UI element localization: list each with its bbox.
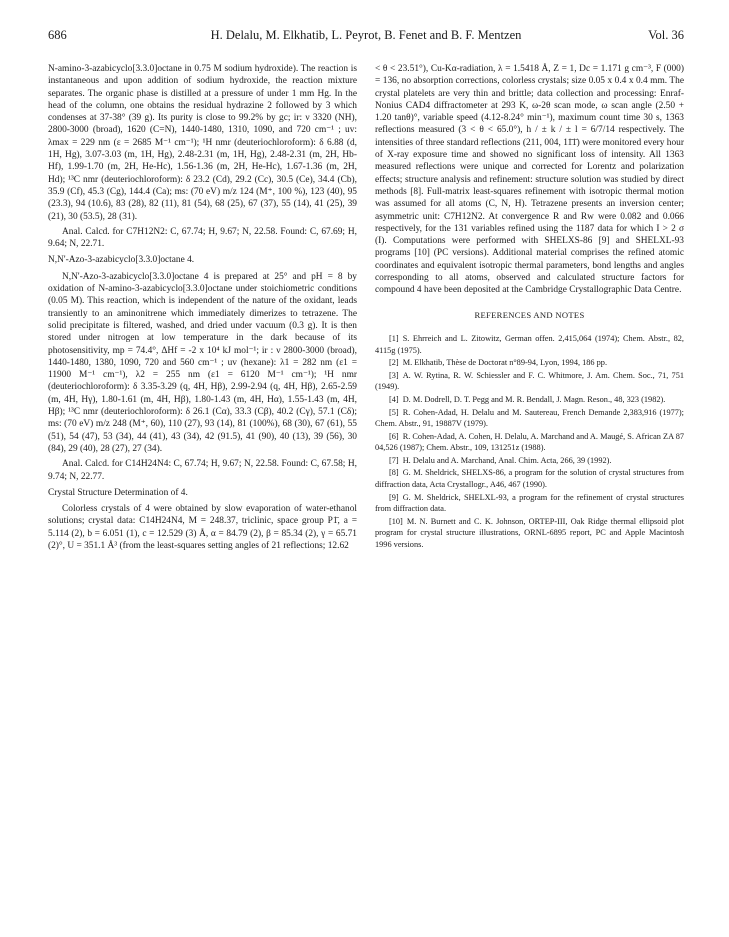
section-subheading: Crystal Structure Determination of 4. [48,487,188,498]
reference-list [375,333,684,551]
reference-number: [10] [389,516,403,526]
reference-item [375,370,684,393]
reference-text: H. Delalu and A. Marchand, Anal. Chim. Acta, 266, 39 (1992). [402,455,612,465]
reference-item [375,407,684,430]
reference-text: R. Cohen-Adad, H. Delalu and M. Sautereau, French Demande 2,383,916 (1977); Chem. Abstr., 91, 19887V (1979). [375,407,684,429]
reference-number: [3] [389,370,399,380]
references-heading: REFERENCES AND NOTES [474,309,585,320]
reference-text: D. M. Dodrell, D. T. Pegg and M. R. Bendall, J. Magn. Reson., 48, 323 (1982). [402,394,666,404]
reference-text: R. Cohen-Adad, A. Cohen, H. Delalu, A. Marchand and A. Maugé, S. African ZA 87 04,526 (1987); Chem. Abstr., 109, 131251z (1988). [375,431,684,453]
reference-item [375,467,684,490]
reference-number: [9] [389,492,399,502]
reference-item [375,357,684,369]
body-paragraph: N,N'-Azo-3-azabicyclo[3.3.0]octane 4 is prepared at 25° and pH = 8 by oxidation of N-amino-3-azabicyclo[3.3.0]octane under stoichiometric conditions (0.05 M). This reaction, which is independent of the nature of the oxidant, leads transiently to an aminonitrene which immediately dimerizes to tetrazene. The solid precipitate is filtered, washed, and dried under vacuum (0.3 g). It is then stored under nitrogen at low temperature in the dark because of its photosensitivity, mp = 74.4°, ΔHf = -2 x 10⁴ kJ mol⁻¹; ir : ν 2800-3000 (broad), 1440-1480, 1380, 1090, 720 and 560 cm⁻¹ ; uv (hexane): λ1 = 282 nm (ε1 = 11900 M⁻¹ cm⁻¹), λ2 = 255 nm (ε1 = 6120 M⁻¹ cm⁻¹); ¹H nmr (deuteriochloroform): δ 3.35-3.29 (q, 4H, Hβ), 2.99-2.94 (q, 4H, Hβ), 2.65-2.59 (m, 4H, Hγ), 1.80-1.61 (m, 4H, Hβ), 1.80-1.43 (m, 4H, Hα), 1.55-1.43 (m, 4H, Hβ); ¹³C nmr (deuteriochloroform): δ 26.1 (Cα), 33.3 (Cβ), 40.2 (Cγ), 57.1 (Cδ); ms: (70 eV) m/z 248 (M⁺, 60), 110 (27), 93 (14), 81 (100%), 68 (30), 67 (61), 55 (51), 54 (47), 53 (34), 44 (41), 43 (34), 42 (91.5), 41 (90), 40 (13), 39 (56), 30 (84), 29 (40), 28 (27), 27 (34). [48,271,357,454]
body-paragraph: N-amino-3-azabicyclo[3.3.0]octane in 0.75 M sodium hydroxide). The reaction is instantaneous and upon addition of sodium hydroxide, the reaction mixture separates. The organic phase is distilled at a pressure of under 1 mm Hg. In the head of the column, one obtains the residual hydrazine 2 followed by 3 which condenses at 37-38° (39 g). Its purity is close to 99.2% by gc; ir: ν 3320 (NH), 2800-3000 (broad), 1620 (C=N), 1440-1480, 1310, 1090, and 720 cm⁻¹ ; uv: λmax = 229 nm (ε = 2685 M⁻¹ cm⁻¹); ¹H nmr (deuteriochloroform): δ 6.88 (d, 1H, Hg), 3.07-3.03 (m, 1H, Hg), 2.48-2.31 (m, 1H, Hg), 2.48-2.31 (m, 2H, Hb-Hf), 1.99-1.70 (m, 2H, He-Hc), 1.56-1.36 (m, 2H, He-Hc), 1.67-1.36 (m, 2H, Hd); ¹³C nmr (deuteriochloroform): δ 23.2 (Cd), 29.2 (Cc), 30.5 (Ce), 34.4 (Cb), 35.9 (Cf), 45.3 (Cg), 144.4 (Ca); ms: (70 eV) m/z 124 (M⁺, 100 %), 123 (40), 95 (23.3), 94 (10.6), 83 (28), 82 (11), 81 (54), 68 (25), 67 (37), 55 (14), 41 (25), 39 (21), 30 (53.5), 28 (31). [48,64,357,222]
reference-number: [1] [389,333,399,343]
reference-number: [2] [389,358,399,368]
reference-number: [7] [389,455,399,465]
reference-item [375,455,684,467]
reference-number: [6] [389,431,399,441]
reference-number: [8] [389,468,399,478]
reference-item [375,394,684,406]
body-paragraph: < θ < 23.51°), Cu-Kα-radiation, λ = 1.5418 Å, Z = 1, Dc = 1.171 g cm⁻³, F (000) = 136, no absorption corrections, colorless crystals; size 0.05 x 0.4 x 0.4 mm. The crystal platelets are very thin and brittle; data collection and processing: Enraf-Nonius CAD4 diffractometer at 293 K, ω-2θ scan mode, ω scan angle (2.50 + 1.20 tanθ)°, variable speed (4.12-8.24° min⁻¹), maximum count time 30 s, 1363 reflections measured (3 < θ < 65.0°), h / ± k / ± l = 6/7/14 respectively. The intensities of three standard reflections (211, 004, 11̄1̄) were monitored every hour of X-ray exposure time and showed no significant loss of intensity. All 1363 measured reflections were unique and corrected for Lorentz and polarization effects; structure analysis and refinement: structure solution was studied by direct methods [8]. Full-matrix least-squares refinement with isotropic thermal motion was assumed for all atoms (C, N, H). Tetrazene presents an inversion center; asymmetric unit: C7H12N2. At convergence R and Rw were 0.082 and 0.066 respectively, for the 131 variables refined using the 1187 data for which I > 2 σ (I). Computations were performed with SHELXS-86 [9] and SHELXL-93 programs [10] (PC versions). Additional material comprises the refined atomic coordinates and equivalent isotropic thermal parameters, bond lengths and angles corresponding to all atoms, observed and calculated structure factors for compound 4 have been deposited at the Cambridge Crystallographic Data Centre. [375,64,684,296]
reference-text: G. M. Sheldrick, SHELXL-93, a program for the refinement of crystal structures from diffraction data. [375,492,684,514]
reference-text: S. Ehrreich and L. Zitowitz, German offen. 2,415,064 (1974); Chem. Abstr., 82, 4115g (1975). [375,333,684,355]
right-column [375,63,684,552]
reference-item [375,431,684,454]
reference-text: A. W. Rytina, R. W. Schiessler and F. C. Whitmore, J. Am. Chem. Soc., 71, 751 (1949). [375,370,684,392]
volume-label: Vol. 36 [648,28,684,42]
analysis-paragraph: Anal. Calcd. for C7H12N2: C, 67.74; H, 9.67; N, 22.58. Found: C, 67.69; H, 9.64; N, 22.71. [48,226,357,250]
reference-text: M. Elkhatib, Thèse de Doctorat n°89-94, Lyon, 1994, 186 pp. [402,358,608,368]
reference-item [375,333,684,356]
body-paragraph: Colorless crystals of 4 were obtained by slow evaporation of water-ethanol solutions; crystal data: C14H24N4, M = 248.37, triclinic, space group P1̄, a = 5.114 (2), b = 6.051 (1), c = 12.529 (3) Å, α = 84.79 (2), β = 85.34 (2), γ = 65.71 (2)°, U = 351.1 Å³ (from the least-squares setting angles of 21 reflections; 12.62 [48,504,357,551]
reference-item [375,516,684,551]
reference-number: [5] [389,407,399,417]
reference-number: [4] [389,394,399,404]
section-subheading: N,N'-Azo-3-azabicyclo[3.3.0]octane 4. [48,255,195,266]
reference-text: M. N. Burnett and C. K. Johnson, ORTEP-III, Oak Ridge thermal ellipsoid plot program for crystal structure illustrations, ORNL-6895 report, PC and Apple Macintosh 1996 versions. [375,516,684,550]
reference-item [375,492,684,515]
reference-text: G. M. Sheldrick, SHELXS-86, a program for the solution of crystal structures from diffraction data, Acta Crystallogr., A46, 467 (1990). [375,468,684,490]
analysis-paragraph: Anal. Calcd. for C14H24N4: C, 67.74; H, 9.67; N, 22.58. Found: C, 67.58; H, 9.74; N, 22.77. [48,459,357,482]
page-number: 686 [48,28,67,42]
left-column [48,63,357,552]
running-authors: H. Delalu, M. Elkhatib, L. Peyrot, B. Fenet and B. F. Mentzen [210,28,522,42]
running-header [48,28,684,44]
